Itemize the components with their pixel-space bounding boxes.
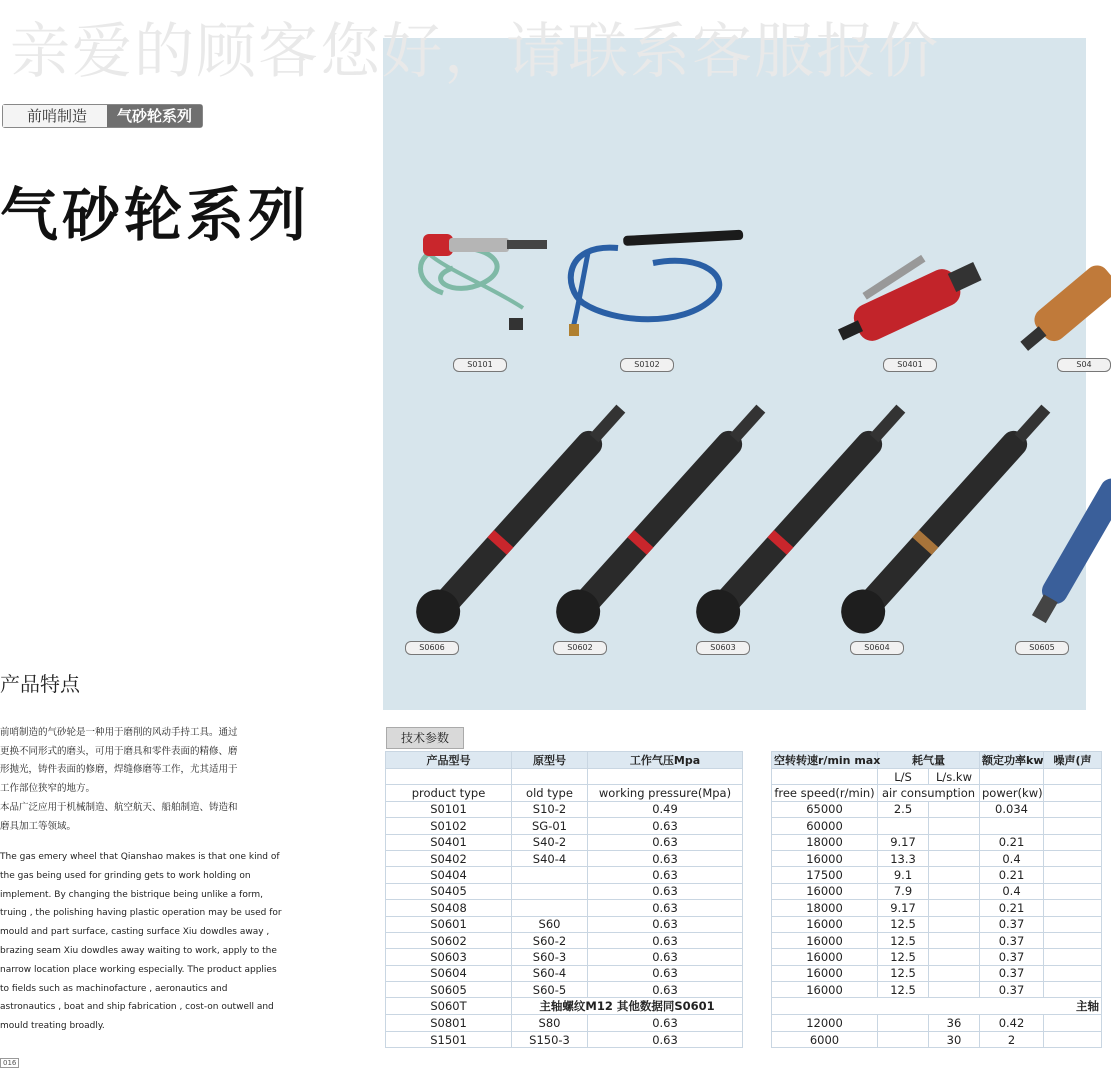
table-cell: S60-2 (512, 932, 588, 948)
tool-label: S0603 (696, 641, 750, 655)
table-cell: 12.5 (878, 949, 929, 965)
table-note-cell: 主轴螺纹M12 其他数据同S0601 (512, 998, 743, 1015)
desc-line: 前哨制造的气砂轮是一种用于磨削的风动手持工具。通过 (0, 727, 238, 738)
table-cell: 0.63 (588, 834, 743, 850)
table-cell (512, 883, 588, 899)
table-cell: 0.63 (588, 1031, 743, 1047)
table-cell: 13.3 (878, 850, 929, 866)
tool-image-s0605 (1028, 474, 1111, 626)
table-header-cell: 产品型号 (386, 752, 512, 769)
table-header-row-en (386, 785, 743, 801)
table-cell (929, 834, 980, 850)
table-cell (512, 900, 588, 916)
table-cell: 0.37 (980, 949, 1044, 965)
table-row (772, 818, 1102, 834)
desc-line: to fields such as machinofacture , aeronautics and (0, 983, 228, 994)
table-cell: S0401 (386, 834, 512, 850)
table-cell: 0.37 (980, 982, 1044, 998)
table-cell: 0.37 (980, 916, 1044, 932)
table-cell: S0602 (386, 932, 512, 948)
table-cell: S0601 (386, 916, 512, 932)
page-number-badge: 016 (0, 1058, 19, 1068)
table-cell (929, 900, 980, 916)
table-cell: 0.63 (588, 883, 743, 899)
table-cell: 7.9 (878, 883, 929, 899)
desc-line: narrow location place working especially. The product applies (0, 964, 277, 975)
table-cell: 0.49 (588, 801, 743, 817)
table-cell (929, 932, 980, 948)
tool-label: S0401 (883, 358, 937, 372)
table-row (386, 982, 743, 998)
table-cell: S60 (512, 916, 588, 932)
table-cell: 60000 (772, 818, 878, 834)
table-cell (1044, 818, 1102, 834)
table-cell: 0.034 (980, 801, 1044, 817)
table-cell: 2.5 (878, 801, 929, 817)
table-cell (929, 916, 980, 932)
watermark-text: 亲爱的顾客您好，请联系客服报价 (10, 17, 940, 87)
table-row (772, 982, 1102, 998)
table-header-cell: air consumption (878, 785, 980, 801)
desc-line: 形抛光，铸件表面的修磨，焊缝修磨等工作，尤其适用于 (0, 764, 238, 776)
table-header-cell: 耗气量 (878, 752, 980, 769)
table-cell (1044, 850, 1102, 866)
table-cell: 16000 (772, 932, 878, 948)
table-cell (1044, 965, 1102, 981)
table-cell: S060T (386, 998, 512, 1015)
table-cell: S0605 (386, 982, 512, 998)
table-cell: 0.42 (980, 1015, 1044, 1031)
table-header-row (386, 752, 743, 769)
tool-label: S0606 (405, 641, 459, 655)
desc-line: brazing seam Xiu dowdles away waiting to work, apply to the (0, 945, 277, 956)
table-header-cell: 原型号 (512, 752, 588, 769)
features-title: 产品特点 (0, 672, 80, 696)
table-cell: 0.63 (588, 932, 743, 948)
table-cell: 0.63 (588, 949, 743, 965)
table-cell: S0102 (386, 818, 512, 834)
table-cell: 0.4 (980, 850, 1044, 866)
table-cell: S1501 (386, 1031, 512, 1047)
desc-line: mould and part surface, casting surface Xiu dowdles away , (0, 927, 270, 938)
table-cell: 16000 (772, 982, 878, 998)
tool-image-s0102 (569, 230, 743, 336)
tool-image-s0606 (407, 394, 637, 643)
table-cell (1044, 867, 1102, 883)
table-cell: S0603 (386, 949, 512, 965)
table-cell: 12000 (772, 1015, 878, 1031)
table-cell: 9.1 (878, 867, 929, 883)
table-cell (1044, 1015, 1102, 1031)
spec-table-right (771, 751, 1102, 1048)
table-cell (1044, 883, 1102, 899)
tool-image-s04 (1013, 261, 1111, 361)
tool-image-s0401 (824, 236, 986, 353)
table-cell: S10-2 (512, 801, 588, 817)
table-cell: 0.63 (588, 867, 743, 883)
breadcrumb-parent[interactable]: 前哨制造 (3, 105, 107, 127)
table-header-cell: product type (386, 785, 512, 801)
table-cell (878, 1031, 929, 1047)
table-row (386, 900, 743, 916)
table-cell: 6000 (772, 1031, 878, 1047)
tool-label: S0102 (620, 358, 674, 372)
table-cell: 9.17 (878, 834, 929, 850)
desc-line: 更换不同形式的磨头，可用于磨具和零件表面的精修、磨 (0, 745, 238, 757)
table-note-cell: 主轴 (772, 998, 1102, 1015)
table-cell: S0408 (386, 900, 512, 916)
table-cell: 9.17 (878, 900, 929, 916)
tech-params-tab[interactable]: 技术参数 (386, 727, 464, 749)
table-cell (980, 769, 1044, 785)
desc-line: astronautics , boat and ship fabrication , cost-on outwell and (0, 1002, 274, 1013)
spec-table-right-clip (771, 751, 1099, 1051)
tool-label: S0602 (553, 641, 607, 655)
tool-illustrations (383, 38, 1086, 710)
table-header-cell: 额定功率kw (980, 752, 1044, 769)
table-cell (929, 850, 980, 866)
table-cell: 0.37 (980, 932, 1044, 948)
table-row (386, 965, 743, 981)
table-cell: 16000 (772, 965, 878, 981)
page-title: 气砂轮系列 (0, 181, 311, 249)
table-cell: 36 (929, 1015, 980, 1031)
table-cell: 65000 (772, 801, 878, 817)
table-cell: 0.4 (980, 883, 1044, 899)
table-row (772, 932, 1102, 948)
desc-line: 磨具加工等领域。 (0, 820, 77, 832)
table-cell: S0404 (386, 867, 512, 883)
tool-label: S0604 (850, 641, 904, 655)
table-cell (1044, 801, 1102, 817)
table-row (386, 850, 743, 866)
table-row (772, 900, 1102, 916)
breadcrumb-current: 气砂轮系列 (107, 105, 202, 127)
table-header-row (772, 752, 1102, 769)
table-row (772, 1031, 1102, 1047)
table-row (386, 932, 743, 948)
table-cell (929, 949, 980, 965)
table-header-cell: L/s.kw (929, 769, 980, 785)
desc-line: 工作部位狭窄的地方。 (0, 783, 96, 795)
table-cell (929, 982, 980, 998)
table-header-row-en (772, 785, 1102, 801)
table-cell (1044, 1031, 1102, 1047)
table-row (772, 883, 1102, 899)
table-cell: 0.63 (588, 982, 743, 998)
table-header-cell: 空转转速r/min max (772, 752, 878, 769)
table-cell: SG-01 (512, 818, 588, 834)
table-cell (1044, 834, 1102, 850)
table-cell: 2 (980, 1031, 1044, 1047)
desc-line: the gas being used for grinding gets to work holding on (0, 870, 251, 881)
table-cell (929, 801, 980, 817)
table-cell: 16000 (772, 949, 878, 965)
table-row (772, 801, 1102, 817)
table-cell (1044, 949, 1102, 965)
table-row (772, 949, 1102, 965)
table-row (772, 867, 1102, 883)
table-row-note (386, 998, 743, 1015)
table-row-note (772, 998, 1102, 1015)
tool-label: S0101 (453, 358, 507, 372)
desc-line: The gas emery wheel that Qianshao makes is that one kind of (0, 852, 280, 862)
table-cell: 0.63 (588, 818, 743, 834)
desc-line: implement. By changing the bistrique being unlike a form, (0, 889, 264, 900)
desc-line: mould treating broadly. (0, 1021, 105, 1032)
table-cell: 16000 (772, 916, 878, 932)
desc-line: truing , the polishing having plastic operation may be used for (0, 908, 282, 919)
table-cell: 0.63 (588, 1015, 743, 1031)
table-header-cell: 噪声(声 (1044, 752, 1102, 769)
table-header-row-units (772, 769, 1102, 785)
table-cell: 16000 (772, 850, 878, 866)
table-header-cell: L/S (878, 769, 929, 785)
table-row (386, 769, 743, 785)
table-cell (980, 818, 1044, 834)
table-cell (929, 883, 980, 899)
table-header-cell: free speed(r/min) (772, 785, 878, 801)
table-cell (512, 867, 588, 883)
table-cell: 18000 (772, 900, 878, 916)
table-cell (929, 965, 980, 981)
table-row (386, 801, 743, 817)
table-cell (929, 867, 980, 883)
table-cell (878, 818, 929, 834)
table-row (386, 883, 743, 899)
table-cell (1044, 982, 1102, 998)
table-cell (772, 769, 878, 785)
table-cell: S150-3 (512, 1031, 588, 1047)
description-chinese (0, 724, 285, 836)
table-cell: 18000 (772, 834, 878, 850)
table-row (386, 916, 743, 932)
table-row (386, 867, 743, 883)
table-cell (929, 818, 980, 834)
table-cell: S0402 (386, 850, 512, 866)
table-cell: S60-4 (512, 965, 588, 981)
table-row (772, 1015, 1102, 1031)
table-cell: 12.5 (878, 965, 929, 981)
table-row (772, 834, 1102, 850)
table-cell: 0.63 (588, 900, 743, 916)
table-cell: 12.5 (878, 932, 929, 948)
tool-label: S04 (1057, 358, 1111, 372)
table-cell: 0.21 (980, 834, 1044, 850)
table-cell: 30 (929, 1031, 980, 1047)
table-cell: S40-4 (512, 850, 588, 866)
table-row (386, 834, 743, 850)
desc-line: 本品广泛应用于机械制造、航空航天、船舶制造、铸造和 (0, 801, 238, 813)
table-row (386, 818, 743, 834)
table-cell (1044, 769, 1102, 785)
table-cell (1044, 916, 1102, 932)
tool-image-s0101 (421, 234, 548, 330)
spec-table-left (385, 751, 743, 1048)
table-cell: 12.5 (878, 982, 929, 998)
table-header-cell: working pressure(Mpa) (588, 785, 743, 801)
table-row (386, 949, 743, 965)
tool-image-s0602 (547, 394, 777, 643)
table-cell: 16000 (772, 883, 878, 899)
table-cell: 0.37 (980, 965, 1044, 981)
table-cell: 0.63 (588, 916, 743, 932)
table-cell: 0.63 (588, 965, 743, 981)
table-cell: 12.5 (878, 916, 929, 932)
table-row (772, 916, 1102, 932)
table-header-cell: 工作气压Mpa (588, 752, 743, 769)
table-row (386, 1031, 743, 1047)
table-cell: S0801 (386, 1015, 512, 1031)
table-row (772, 850, 1102, 866)
table-cell: 0.21 (980, 867, 1044, 883)
table-cell (1044, 785, 1102, 801)
table-cell: S0604 (386, 965, 512, 981)
table-cell: 17500 (772, 867, 878, 883)
tool-label: S0605 (1015, 641, 1069, 655)
table-cell: 0.63 (588, 850, 743, 866)
table-cell: S40-2 (512, 834, 588, 850)
table-cell: S60-3 (512, 949, 588, 965)
table-header-cell: power(kw) (980, 785, 1044, 801)
breadcrumb (2, 104, 203, 128)
table-row (772, 965, 1102, 981)
table-header-cell: old type (512, 785, 588, 801)
table-cell: S60-5 (512, 982, 588, 998)
table-cell (1044, 900, 1102, 916)
table-cell: 0.21 (980, 900, 1044, 916)
table-cell: S0101 (386, 801, 512, 817)
table-cell (1044, 932, 1102, 948)
table-row (386, 1015, 743, 1031)
description-english (0, 848, 285, 1036)
table-cell: S80 (512, 1015, 588, 1031)
table-cell (878, 1015, 929, 1031)
table-cell: S0405 (386, 883, 512, 899)
product-photo-panel (383, 38, 1092, 710)
